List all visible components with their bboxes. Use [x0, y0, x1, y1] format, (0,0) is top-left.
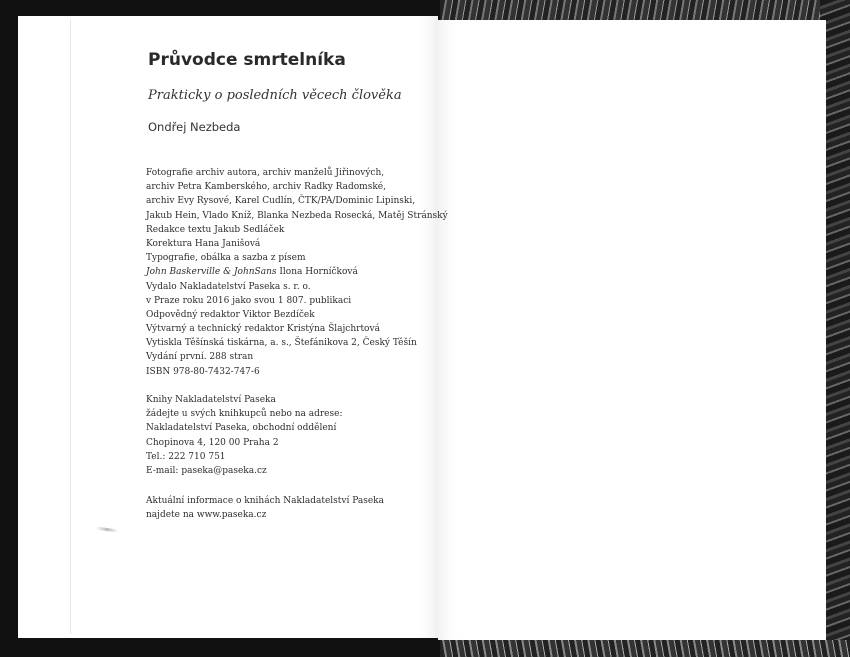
credits-fonts-line — [146, 265, 448, 279]
credits-line: Vytiskla Těšínská tiskárna, a. s., Štefánikova 2, Český Těšín — [146, 338, 417, 349]
credits-line: Vydalo Nakladatelství Paseka s. r. o. — [146, 281, 311, 292]
credits-line: Odpovědný redaktor Viktor Bezdíček — [146, 309, 315, 320]
contact-line: Chopinova 4, 120 00 Praha 2 — [146, 437, 279, 448]
online-line: najdete na www.paseka.cz — [146, 510, 267, 521]
page-smudge — [96, 526, 118, 532]
credits-line: Typografie, obálka a sazba z písem — [146, 253, 306, 264]
contact-line: žádejte u svých knihkupců nebo na adrese: — [146, 409, 343, 420]
contact-line: Knihy Nakladatelství Paseka — [146, 395, 276, 405]
right-page — [438, 20, 826, 640]
font-designer: Ilona Horníčková — [276, 267, 358, 278]
contact-line: E-mail: paseka@paseka.cz — [146, 465, 267, 476]
credits-line: Fotografie archiv autora, archiv manželů Jiřinových, — [146, 168, 385, 178]
contact-line: Tel.: 222 710 751 — [146, 451, 226, 462]
book-cover-edge-top — [440, 0, 850, 22]
book-title: Průvodce smrtelníka — [148, 50, 346, 70]
credits-line: v Praze roku 2016 jako svou 1 807. publikaci — [146, 295, 352, 306]
online-line: Aktuální informace o knihách Nakladatelství Paseka — [146, 496, 384, 506]
credits-line: Korektura Hana Janišová — [146, 238, 261, 249]
online-info-block — [146, 494, 384, 522]
credits-block — [146, 166, 448, 379]
font-names: John Baskerville & JohnSans — [146, 267, 277, 278]
contact-block — [146, 393, 342, 478]
credits-line: archiv Petra Kamberského, archiv Radky Radomské, — [146, 182, 386, 193]
book-subtitle: Prakticky o posledních věcech člověka — [148, 88, 402, 103]
book-author: Ondřej Nezbeda — [148, 120, 241, 134]
credits-line: Vydání první. 288 stran — [146, 352, 254, 363]
credits-line: Jakub Hein, Vlado Kníž, Blanka Nezbeda Rosecká, Matěj Stránský — [146, 210, 448, 221]
credits-line: Výtvarný a technický redaktor Kristýna Šlajchrtová — [146, 324, 380, 335]
credits-line: Redakce textu Jakub Sedláček — [146, 224, 285, 235]
left-page — [18, 16, 448, 638]
page-leaf-line — [70, 20, 71, 634]
isbn-line: ISBN 978-80-7432-747-6 — [146, 366, 260, 377]
book-cover-edge-bottom — [440, 640, 850, 657]
contact-line: Nakladatelství Paseka, obchodní oddělení — [146, 423, 337, 434]
credits-line: archiv Evy Rysové, Karel Cudlín, ČTK/PA/Dominic Lipinski, — [146, 196, 416, 207]
